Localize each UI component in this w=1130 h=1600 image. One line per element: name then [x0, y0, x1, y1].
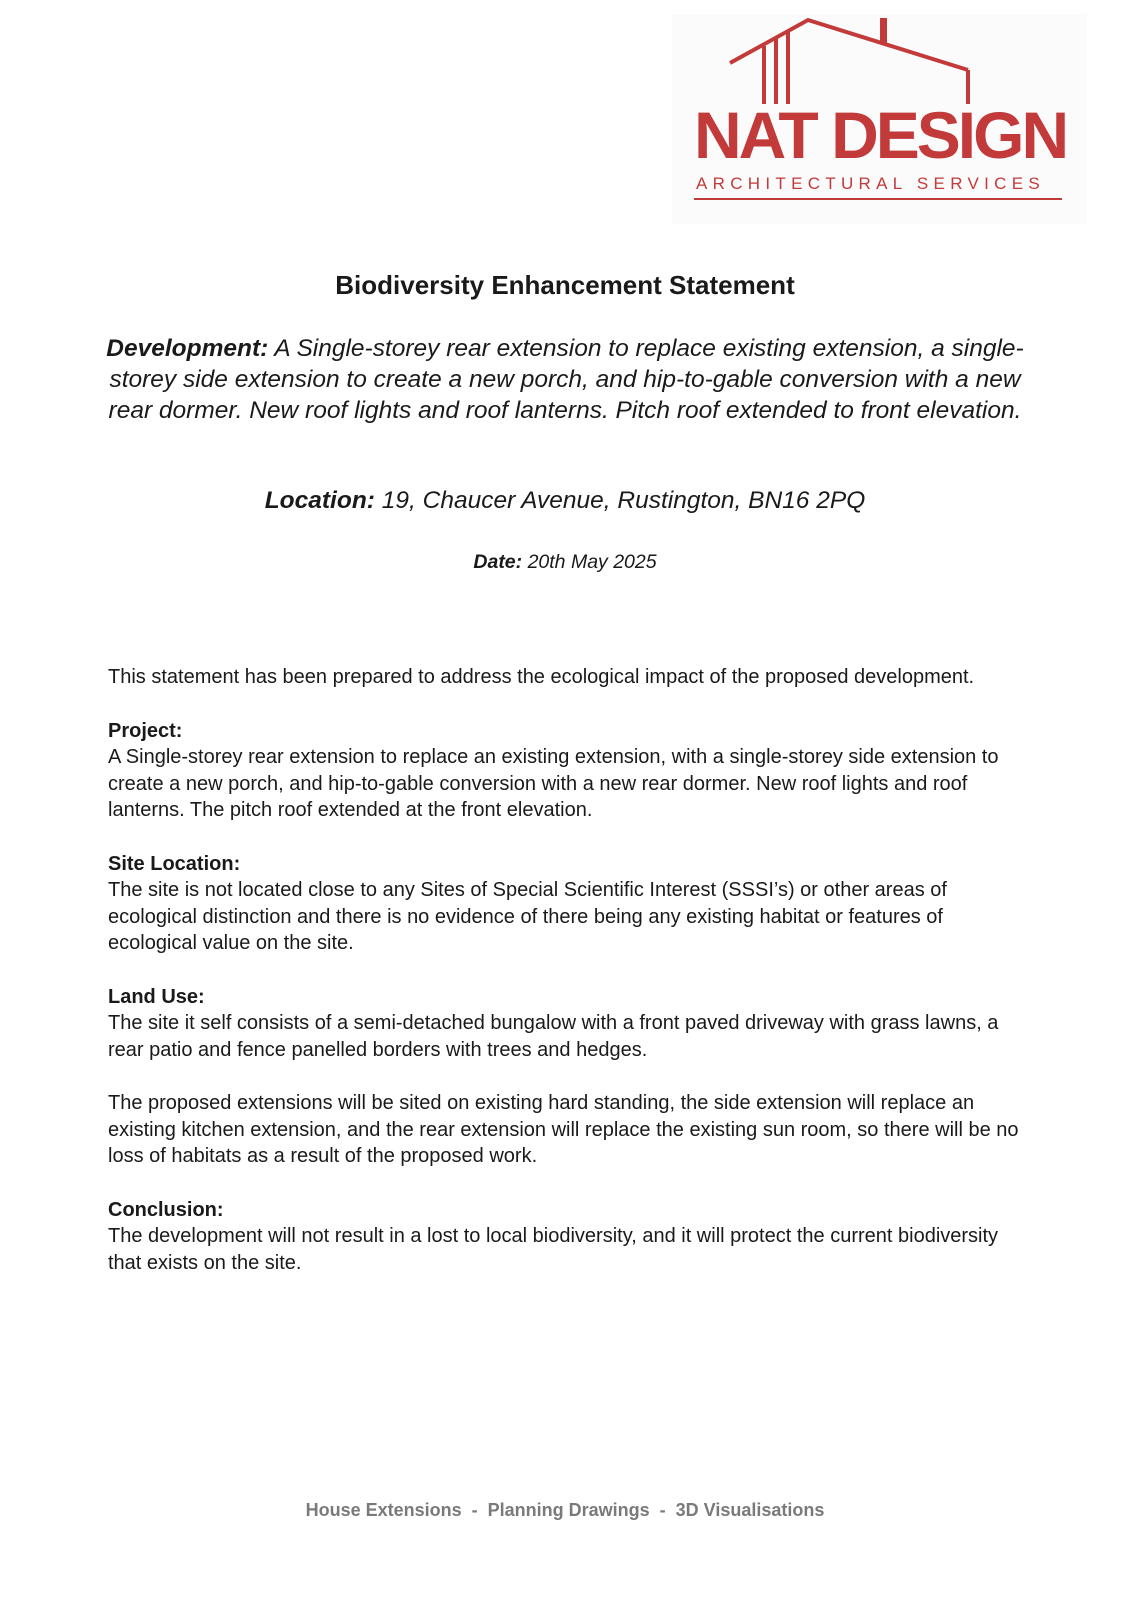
- date-line: [0, 551, 1130, 574]
- date-text: 20th May 2025: [522, 551, 657, 573]
- project-paragraph: A Single-storey rear extension to replace an existing extension, with a single-storey side extension to create a new porch, and hip-to-gable conversion with a new rear dormer. New roof lights and roof lanterns. The pitch roof extended at the front elevation.: [108, 746, 999, 821]
- site-location-heading: Site Location:: [108, 852, 241, 875]
- date-label: Date:: [473, 551, 523, 573]
- development-label: Development:: [106, 335, 269, 362]
- site-location-paragraph: The site is not located close to any Sites of Special Scientific Interest (SSSI’s) or other areas of ecological distinction and there is no evidence of there being any existing habitat or features of ecological value on the site.: [108, 879, 947, 954]
- location-text: 19, Chaucer Avenue, Rustington, BN16 2PQ: [374, 487, 866, 514]
- company-logo: [672, 14, 1087, 224]
- conclusion-paragraph: The development will not result in a lost to local biodiversity, and it will protect the current biodiversity that exists on the site.: [108, 1225, 999, 1274]
- location-label: Location:: [264, 487, 375, 514]
- location-line: [0, 487, 1130, 515]
- land-use-paragraph: The site it self consists of a semi-detached bungalow with a front paved driveway with grass lawns, a rear patio and fence panelled borders with trees and hedges.: [108, 1012, 999, 1061]
- statement-body: [108, 664, 1028, 1303]
- development-text: A Single-storey rear extension to replace existing extension, a single-storey side extension to create a new porch, and hip-to-gable conversion with a new rear dormer. New roof lights and roof lanterns. Pitch roof extended to front elevation.: [108, 335, 1024, 424]
- logo-tagline: ARCHITECTURAL SERVICES: [696, 174, 1045, 193]
- land-use-paragraph-2: The proposed extensions will be sited on existing hard standing, the side extension will replace an existing kitchen extension, and the rear extension will replace the existing sun room, so there will be no loss of habitats as a result of the proposed work.: [108, 1092, 1019, 1167]
- intro-paragraph: This statement has been prepared to address the ecological impact of the proposed development.: [108, 666, 975, 688]
- page-title: Biodiversity Enhancement Statement: [335, 270, 795, 300]
- project-heading: Project:: [108, 719, 183, 742]
- logo-underline: [694, 198, 1062, 200]
- page-footer: House Extensions - Planning Drawings - 3D Visualisations: [305, 1500, 825, 1520]
- conclusion-heading: Conclusion:: [108, 1198, 224, 1221]
- logo-wordmark: NAT DESIGN: [694, 98, 1067, 172]
- development-statement: [100, 333, 1030, 426]
- land-use-heading: Land Use:: [108, 985, 205, 1008]
